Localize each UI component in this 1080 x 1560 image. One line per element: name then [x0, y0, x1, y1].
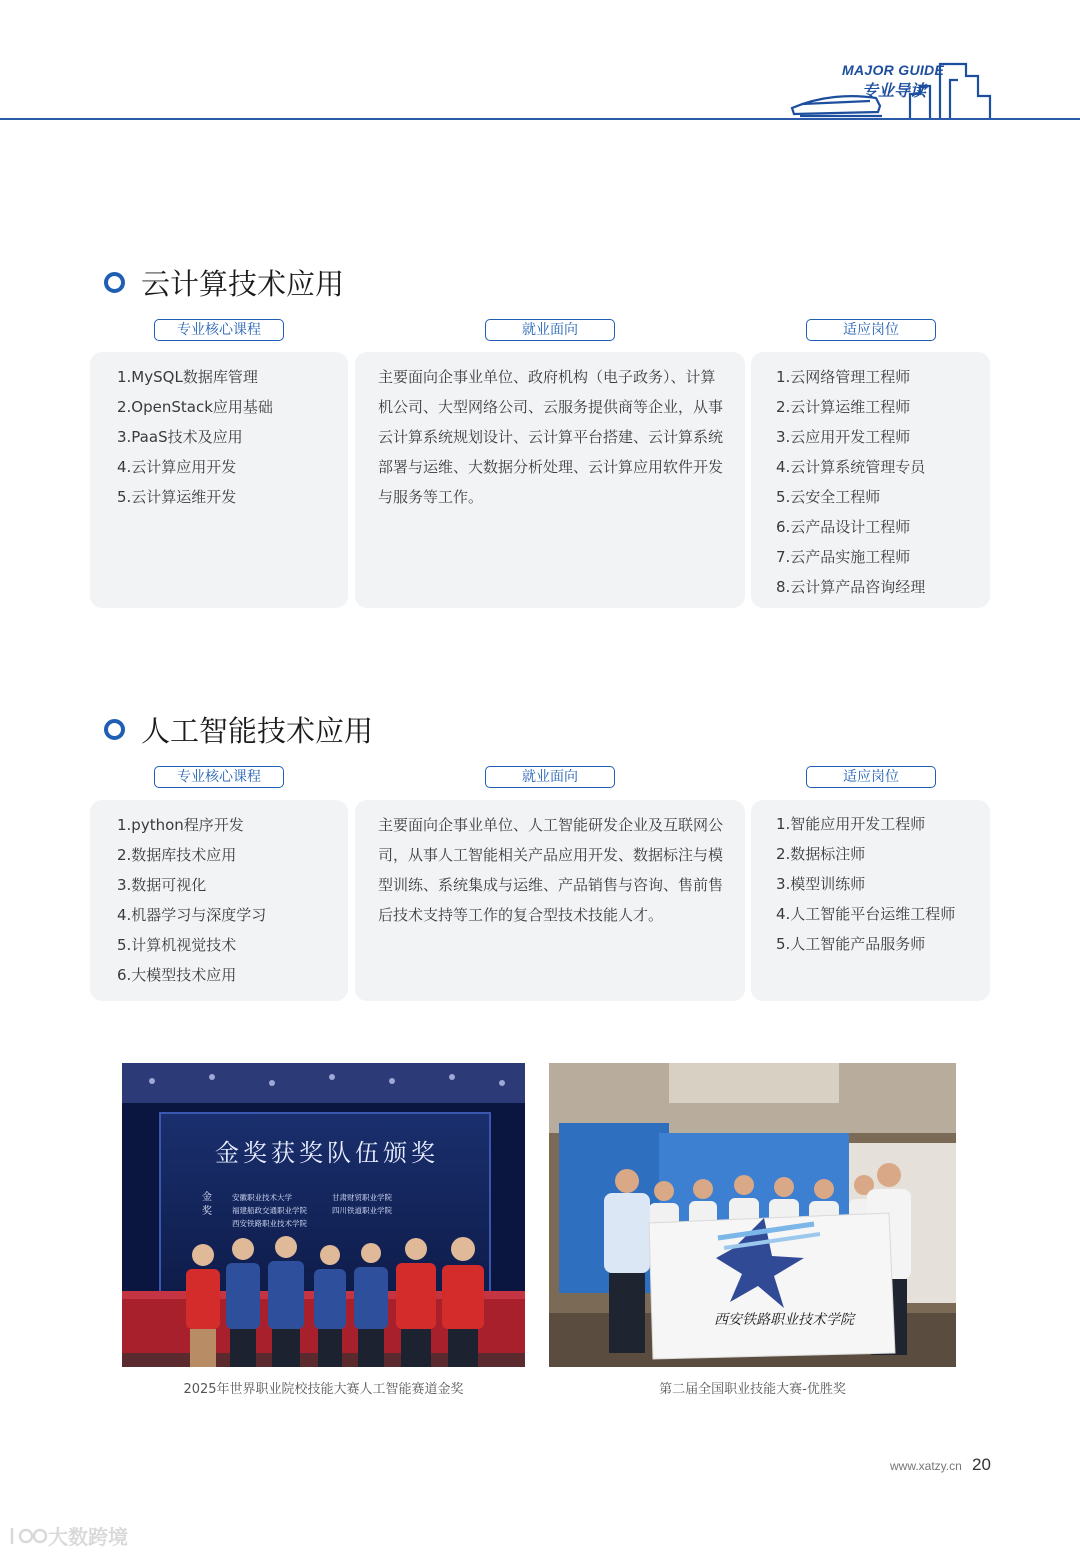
- screen-award-label: 金奖: [202, 1192, 212, 1217]
- course-item: 2.OpenStack应用基础: [117, 398, 273, 416]
- course-item: 2.数据库技术应用: [117, 846, 237, 864]
- course-item: 1.MySQL数据库管理: [117, 368, 258, 386]
- employment-line: 与服务等工作。: [378, 488, 484, 506]
- position-item: 7.云产品实施工程师: [776, 548, 911, 566]
- course-item: 5.计算机视觉技术: [117, 936, 237, 954]
- position-item: 6.云产品设计工程师: [776, 518, 911, 536]
- screen-school: 安徽职业技术大学: [232, 1193, 292, 1202]
- employment-line: 机公司、大型网络公司、云服务提供商等企业，从事: [378, 398, 724, 416]
- photo-caption: 第二届全国职业技能大赛-优胜奖: [659, 1382, 846, 1397]
- footer-url: www.xatzy.cn: [890, 1459, 962, 1473]
- section-title-ai: [104, 709, 373, 750]
- position-item: 8.云计算产品咨询经理: [776, 578, 926, 596]
- page-number: 20: [972, 1455, 991, 1474]
- screen-school: 西安铁路职业技术学院: [232, 1219, 307, 1228]
- employment-line: 云计算系统规划设计、云计算平台搭建、云计算系统: [378, 428, 724, 446]
- position-item: 5.人工智能产品服务师: [776, 935, 926, 953]
- position-item: 3.云应用开发工程师: [776, 428, 911, 446]
- screen-school: 福建船政交通职业学院: [232, 1206, 307, 1215]
- brand-cn-text: 专业导读: [862, 81, 927, 100]
- course-item: 4.云计算应用开发: [117, 458, 237, 476]
- watermark-text: 大数跨境: [48, 1525, 128, 1549]
- course-item: 1.python程序开发: [117, 816, 244, 834]
- employment-line: 后技术支持等工作的复合型技术技能人才。: [378, 906, 664, 924]
- position-item: 1.智能应用开发工程师: [776, 815, 926, 833]
- position-item: 4.人工智能平台运维工程师: [776, 905, 956, 923]
- watermark-logo-icon: [8, 1524, 48, 1548]
- employment-line: 司，从事人工智能相关产品应用开发、数据标注与模: [378, 846, 724, 864]
- employment-line: 部署与运维、大数据分析处理、云计算应用软件开发: [378, 458, 724, 476]
- tab-core-courses: 专业核心课程: [154, 319, 284, 341]
- employment-line: 型训练、系统集成与运维、产品销售与咨询、售前售: [378, 876, 724, 894]
- employment-line: 主要面向企事业单位、政府机构（电子政务）、计算: [378, 368, 716, 386]
- section-title-text: 云计算技术应用: [141, 267, 345, 301]
- screen-title: 金奖获奖队伍颁奖: [215, 1139, 439, 1167]
- tab-positions: 适应岗位: [806, 766, 936, 788]
- employment-line: 主要面向企事业单位、人工智能研发企业及互联网公: [378, 816, 724, 834]
- course-item: 3.PaaS技术及应用: [117, 428, 243, 446]
- screen-school-list: [232, 1191, 432, 1230]
- position-item: 5.云安全工程师: [776, 488, 881, 506]
- brand-logo: [790, 56, 1000, 126]
- tab-core-courses: 专业核心课程: [154, 766, 284, 788]
- position-item: 1.云网络管理工程师: [776, 368, 911, 386]
- employment-panel: [355, 800, 745, 1001]
- tab-employment: 就业面向: [485, 319, 615, 341]
- positions-panel: [751, 800, 990, 1001]
- screen-school: 甘肃财贸职业学院: [332, 1193, 392, 1202]
- course-item: 5.云计算运维开发: [117, 488, 237, 506]
- brand-en-text: MAJOR GUIDE: [842, 62, 945, 78]
- position-item: 4.云计算系统管理专员: [776, 458, 926, 476]
- position-item: 2.数据标注师: [776, 845, 866, 863]
- screen-school: 四川铁道职业学院: [332, 1206, 392, 1215]
- section-title-cloud: [104, 262, 344, 303]
- award-photo-gold: [122, 1063, 525, 1367]
- course-item: 4.机器学习与深度学习: [117, 906, 267, 924]
- course-item: 6.大模型技术应用: [117, 966, 237, 984]
- courses-panel: [90, 352, 348, 608]
- tab-employment: 就业面向: [485, 766, 615, 788]
- tab-positions: 适应岗位: [806, 319, 936, 341]
- bullet-ring-icon: [104, 719, 125, 740]
- positions-panel: [751, 352, 990, 608]
- section-title-text: 人工智能技术应用: [141, 714, 374, 748]
- employment-panel: [355, 352, 745, 608]
- photo-caption: 2025年世界职业院校技能大赛人工智能赛道金奖: [183, 1382, 464, 1397]
- courses-panel: [90, 800, 348, 1001]
- award-photo-team: [549, 1063, 956, 1367]
- bullet-ring-icon: [104, 272, 125, 293]
- course-item: 3.数据可视化: [117, 876, 207, 894]
- watermark: [8, 1521, 128, 1550]
- position-item: 2.云计算运维工程师: [776, 398, 911, 416]
- flag-banner-text: 西安铁路职业技术学院: [714, 1312, 854, 1328]
- position-item: 3.模型训练师: [776, 875, 866, 893]
